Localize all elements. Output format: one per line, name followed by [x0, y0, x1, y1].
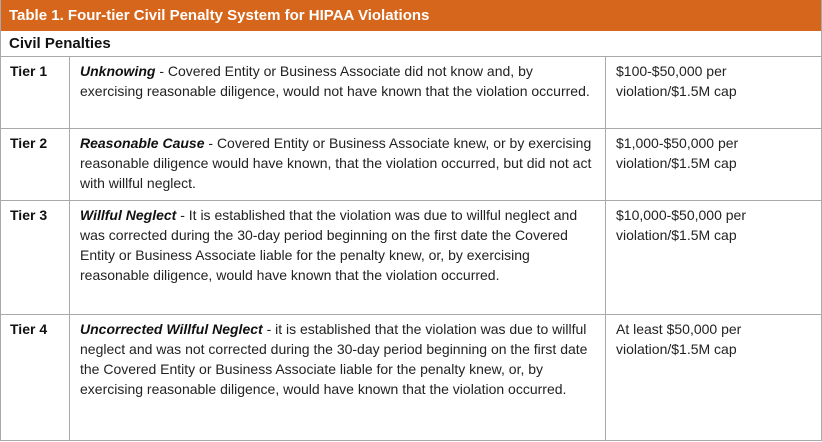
tier-label: Tier 4: [1, 315, 70, 440]
tier-description-text: - it is established that the violation was due to willful neglect and was not corrected during the 30-day period beginning on the first date the Covered Entity or Business Associate liable for the penalty knew, or, by exercising reasonable diligence, would have known that the violation occurred.: [80, 321, 588, 397]
tier-penalty: $10,000-$50,000 per violation/$1.5M cap: [616, 207, 746, 243]
table-row: [1, 57, 821, 129]
tier-description: [70, 201, 606, 314]
tier-penalty: At least $50,000 per violation/$1.5M cap: [616, 321, 742, 357]
tier-description: [70, 57, 606, 128]
tier-label: Tier 3: [1, 201, 70, 314]
tier-description-text: - It is established that the violation was due to willful neglect and was corrected during the 30-day period beginning on the first date the Covered Entity or Business Associate liable for the penalty knew, or, by exercising reasonable diligence, would have known that the violation occurred.: [80, 207, 578, 283]
section-label: Civil Penalties: [1, 31, 821, 57]
table-row: [1, 201, 821, 315]
table-title: Table 1. Four-tier Civil Penalty System for HIPAA Violations: [1, 0, 821, 31]
tier-label: Tier 1: [1, 57, 70, 128]
tier-description: [70, 315, 606, 440]
tier-label: Tier 2: [1, 129, 70, 200]
tier-penalty: $1,000-$50,000 per violation/$1.5M cap: [616, 135, 739, 171]
tier-term: Unknowing: [80, 63, 156, 79]
tier-description-text: - Covered Entity or Business Associate knew, or by exercising reasonable diligence would have known, that the violation occurred, but did not act with willful neglect.: [80, 135, 592, 191]
tier-description-text: - Covered Entity or Business Associate did not know and, by exercising reasonable diligence, would not have known that the violation occurred.: [80, 63, 590, 99]
tier-penalty: $100-$50,000 per violation/$1.5M cap: [616, 63, 737, 99]
table-row: [1, 129, 821, 201]
tier-description: [70, 129, 606, 200]
tier-term: Willful Neglect: [80, 207, 177, 223]
table-row: [1, 315, 821, 440]
tier-term: Uncorrected Willful Neglect: [80, 321, 263, 337]
tier-term: Reasonable Cause: [80, 135, 205, 151]
